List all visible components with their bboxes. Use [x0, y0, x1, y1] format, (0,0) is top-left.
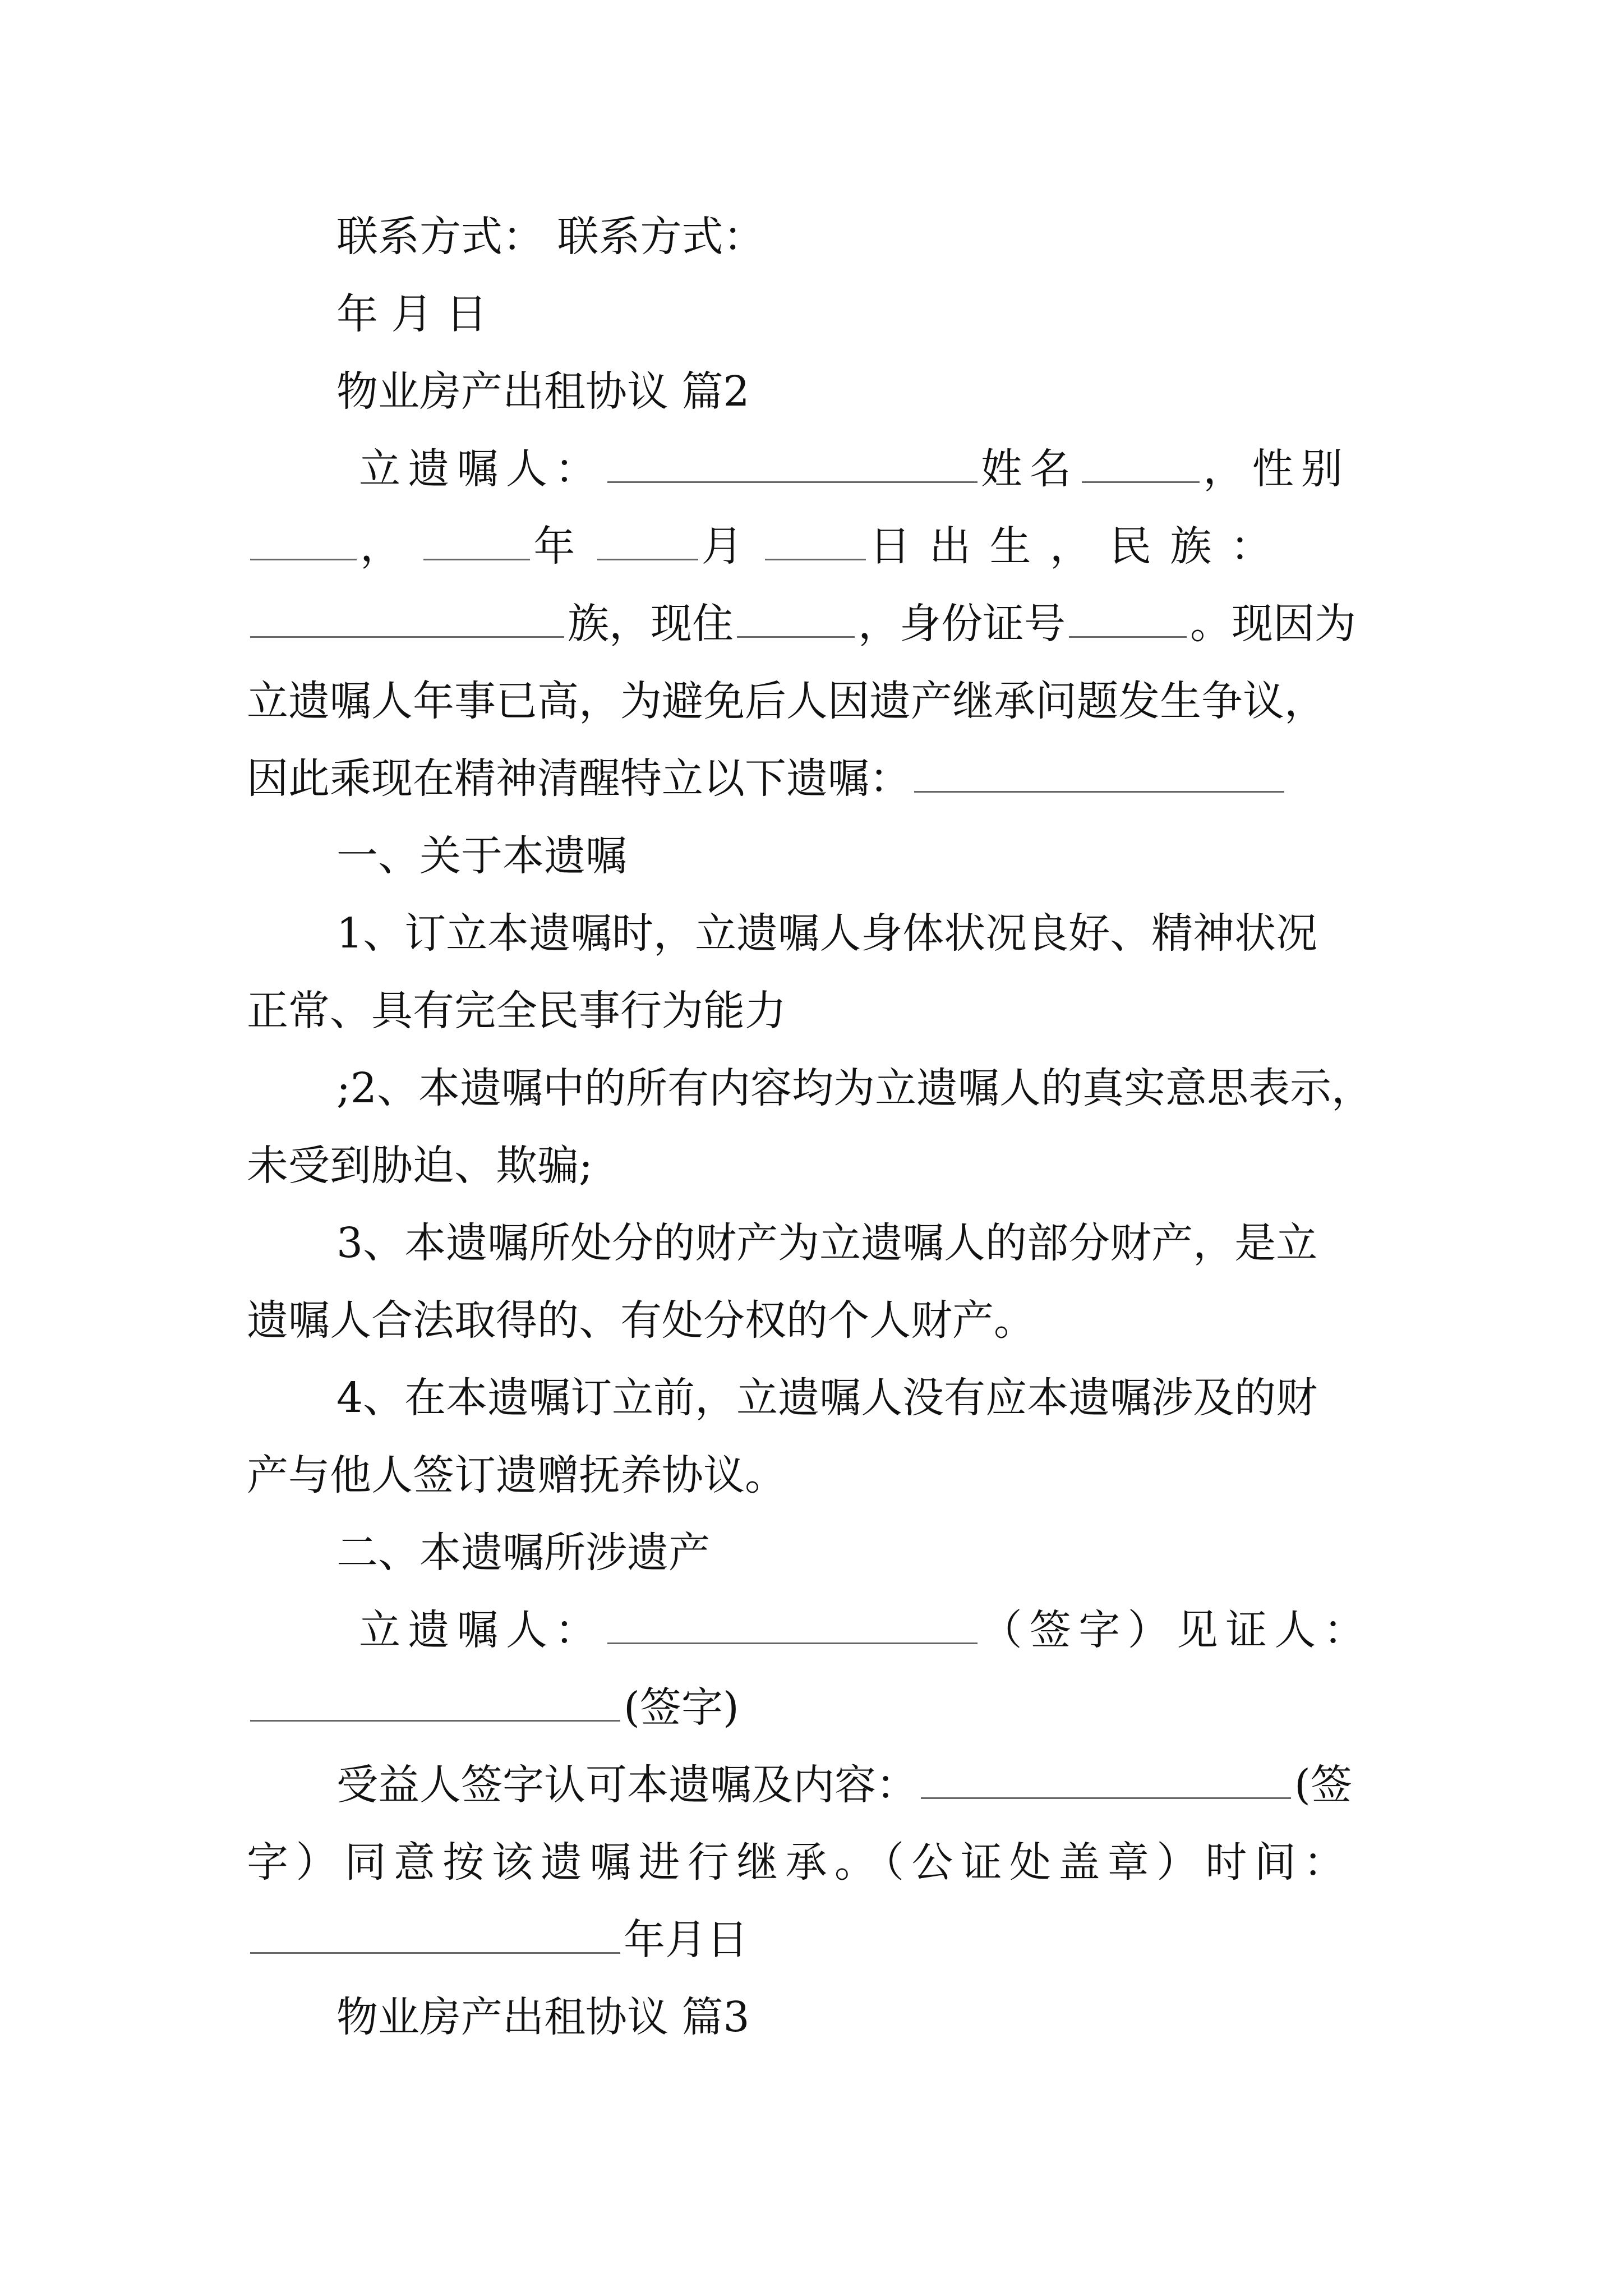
- testator-label: 立遗嘱人：: [359, 445, 604, 493]
- clause-1-text-2: 正常、具有完全民事行为能力: [247, 987, 786, 1035]
- year-blank: [423, 524, 530, 560]
- section-title-3-text: 物业房产出租协议 篇3: [336, 1993, 750, 2041]
- residence-label: 族，现住: [568, 600, 734, 648]
- clause-3-line-2: [247, 1292, 1385, 1349]
- heading-two: [336, 1525, 1385, 1581]
- clause-3-line-1: [336, 1215, 1385, 1271]
- witness-blank: [250, 1685, 620, 1722]
- intent-blank: [914, 756, 1284, 793]
- month-blank: [597, 524, 698, 560]
- signature-testator-label: 立遗嘱人：: [359, 1606, 604, 1654]
- clause-4-text-1: 4、在本遗嘱订立前，立遗嘱人没有应本遗嘱涉及的财: [336, 1374, 1318, 1422]
- beneficiary-sign-label: (签: [1294, 1761, 1352, 1809]
- gender-blank: [250, 524, 357, 560]
- ethnicity-blank: [250, 601, 564, 638]
- clause-3-text-1: 3、本遗嘱所处分的财产为立遗嘱人的部分财产，是立: [336, 1219, 1318, 1267]
- witness-label: （签字）见证人：: [980, 1606, 1373, 1654]
- signature-line: [359, 1602, 1408, 1658]
- birth-line: [247, 518, 1385, 574]
- clause-2-line-2: [247, 1138, 1385, 1194]
- contact-line: [336, 209, 1385, 265]
- notary-text: 字）同意按该遗嘱进行继承。（公证处盖章）时间：: [247, 1838, 1353, 1887]
- reason-label: 。现因为: [1190, 600, 1356, 648]
- beneficiary-label: 受益人签字认可本遗嘱及内容：: [336, 1761, 917, 1809]
- clause-4-line-1: [336, 1370, 1385, 1426]
- heading-one-text: 一、关于本遗嘱: [336, 832, 627, 880]
- witness-sign-label: (签字): [624, 1683, 739, 1732]
- notary-line: [247, 1834, 1385, 1890]
- born-ethnicity-label: 日出生，民族：: [869, 522, 1291, 570]
- residence-line: [247, 596, 1385, 652]
- beneficiary-blank: [921, 1763, 1291, 1799]
- signature-testator-blank: [607, 1608, 978, 1644]
- clause-1-line-1: [336, 905, 1385, 961]
- witness-sign-line: [247, 1680, 1385, 1736]
- final-date-blank: [250, 1917, 620, 1954]
- heading-two-text: 二、本遗嘱所涉遗产: [336, 1529, 710, 1577]
- id-label: ，身份证号: [858, 600, 1066, 648]
- date-line: [336, 286, 1385, 342]
- clause-1-line-2: [247, 983, 1385, 1039]
- reason-text: 立遗嘱人年事已高，为避免后人因遗产继承问题发生争议，: [247, 677, 1326, 725]
- intent-line: [247, 751, 1385, 807]
- testator-blank: [607, 447, 978, 483]
- section-title-2-text: 物业房产出租协议 篇2: [336, 367, 750, 416]
- final-date-line: [247, 1912, 1385, 1968]
- intent-text: 因此乘现在精神清醒特立以下遗嘱：: [247, 754, 911, 803]
- residence-blank: [737, 601, 855, 638]
- birth-comma: ，: [360, 522, 421, 570]
- gender-label: ，性别: [1203, 445, 1350, 493]
- clause-4-line-2: [247, 1447, 1385, 1503]
- section-title-2: [336, 364, 1385, 420]
- name-blank: [1082, 447, 1200, 483]
- id-blank: [1069, 601, 1187, 638]
- day-blank: [765, 524, 866, 560]
- beneficiary-line: [336, 1757, 1385, 1813]
- year-label: 年: [533, 522, 594, 570]
- clause-2-text-2: 未受到胁迫、欺骗;: [247, 1142, 593, 1190]
- heading-one: [336, 828, 1385, 884]
- clause-1-text-1: 1、订立本遗嘱时，立遗嘱人身体状况良好、精神状况: [336, 909, 1318, 958]
- clause-2-text-1: ;2、本遗嘱中的所有内容均为立遗嘱人的真实意思表示，: [336, 1064, 1373, 1112]
- section-title-3: [336, 1989, 1385, 2045]
- reason-line: [247, 673, 1385, 729]
- final-date-label: 年月日: [624, 1916, 748, 1964]
- testator-line: [359, 441, 1408, 497]
- clause-2-line-1: [336, 1060, 1385, 1116]
- clause-3-text-2: 遗嘱人合法取得的、有处分权的个人财产。: [247, 1296, 1035, 1345]
- month-label: 月: [701, 522, 762, 570]
- date-text: 年 月 日: [336, 290, 488, 338]
- contact-text: 联系方式： 联系方式：: [336, 213, 765, 261]
- clause-4-text-2: 产与他人签订遗赠抚养协议。: [247, 1451, 786, 1499]
- name-label: 姓名: [980, 445, 1079, 493]
